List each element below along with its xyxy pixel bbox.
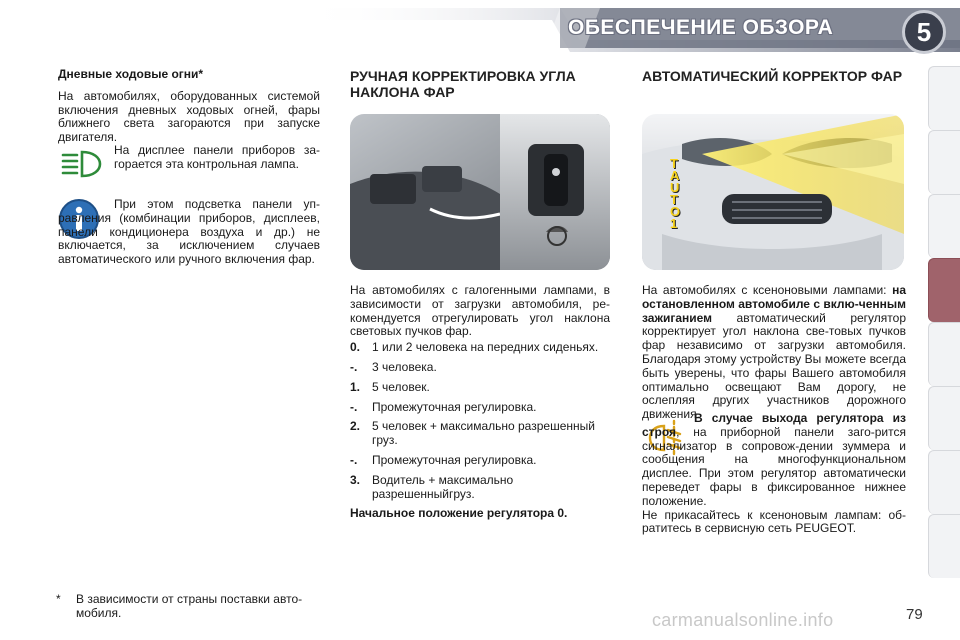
list-item — [350, 454, 610, 468]
car-photo-label: TAUTO 1 — [670, 156, 681, 231]
watermark: carmanualsonline.info — [652, 610, 834, 630]
list-item — [350, 401, 610, 415]
list-item-number: 1. — [350, 379, 361, 394]
list-item-number: -. — [350, 452, 358, 467]
footnote — [56, 593, 326, 621]
auto-intro-text — [642, 284, 906, 422]
right-column — [642, 284, 906, 422]
chapter-tabs — [928, 66, 960, 576]
fault-note-bold: В случае выхода регулятора из строя — [642, 411, 906, 439]
load-positions-list — [350, 341, 610, 501]
fault-note-text — [642, 412, 906, 509]
chapter-tab[interactable] — [928, 66, 960, 130]
section-heading-auto: АВТОМАТИЧЕСКИЙ КОРРЕКТОР ФАР — [642, 68, 903, 84]
manual-intro-text: На автомобилях с галогенными лампами, в зависимости от загрузки автомобиля, ре-комендуется отрегулировать угол наклона световых пучков фар. — [350, 283, 610, 339]
middle-column — [350, 284, 610, 521]
list-item-number: -. — [350, 399, 358, 414]
page-header — [0, 0, 960, 60]
chapter-tab[interactable] — [928, 450, 960, 514]
chapter-number-badge: 5 — [902, 10, 946, 54]
section-heading-manual: РУЧНАЯ КОРРЕКТИРОВКА УГЛА НАКЛОНА ФАР — [350, 68, 576, 100]
list-item-text: Промежуточная регулировка. — [372, 399, 537, 414]
list-item-text: Промежуточная регулировка. — [372, 452, 537, 467]
xenon-note-text: Не прикасайтесь к ксеноновым лампам: об-ратитесь в сервисную сеть PEUGEOT. — [642, 507, 906, 536]
page-title: ОБЕСПЕЧЕНИЕ ОБЗОРА — [568, 16, 834, 39]
list-item — [350, 381, 610, 395]
fault-note-rest: , на приборной панели заго-рится сигнализатор в сопровож-дении зуммера и сообщения на многофункциональном дисплее. При этом регулятор автоматически переведет фары в фиксированное нижнее положение. — [642, 424, 906, 508]
initial-position-note: Начальное положение регулятора 0. — [350, 506, 568, 521]
chapter-tab[interactable] — [928, 322, 960, 386]
left-column — [58, 68, 320, 145]
chapter-tab[interactable] — [928, 386, 960, 450]
list-item-number: 3. — [350, 472, 361, 487]
list-item-text: 5 человек + максимально разрешенный груз. — [372, 419, 595, 448]
info-note — [58, 198, 320, 267]
chapter-tab[interactable] — [928, 514, 960, 578]
list-item-text: 3 человека. — [372, 359, 437, 374]
headlamp-indicator-icon — [60, 148, 104, 182]
list-item-number: -. — [350, 359, 358, 374]
right-column-heading — [642, 68, 906, 84]
footnote-marker: * — [56, 592, 61, 606]
middle-column-heading — [350, 68, 610, 100]
lamp-note-text: На дисплее панели приборов за-горается эта контрольная лампа. — [114, 143, 320, 171]
chapter-tab[interactable] — [928, 130, 960, 194]
list-item — [350, 341, 610, 355]
car-headlamp-photo — [642, 114, 904, 270]
list-item-text: 1 или 2 человека на передних сиденьях. — [372, 340, 599, 355]
info-note-text: При этом подсветка панели уп-равления (комбинации приборов, дисплеев, панели кондиционера воздуха и др.) не включается, за исключением случаев автоматического или ручного включения фар. — [58, 197, 320, 267]
list-item-text: 5 человек. — [372, 379, 430, 394]
list-item — [350, 361, 610, 375]
list-item-text: Водитель + максимально разрешенныйгруз. — [372, 472, 514, 501]
auto-intro-lead: На автомобилях с ксеноновыми лампами: — [642, 283, 893, 297]
dashboard-switch-photo — [350, 114, 610, 270]
auto-intro-rest: автоматический регулятор корректирует угол наклона све-товых пучков фар независимо от загрузки автомобиля. Благодаря этому устройству Вы можете всегда быть уверены, что фары Вашего автомобиля оптимально освещают Вам дорогу, не ослепляя других участников дорожного движения. — [642, 310, 906, 422]
lamp-note — [114, 144, 320, 172]
footnote-text: В зависимости от страны поставки авто-мобиля. — [76, 592, 303, 620]
list-item-number: 2. — [350, 419, 361, 434]
chapter-tab-active[interactable] — [928, 258, 960, 322]
chapter-tab[interactable] — [928, 194, 960, 258]
section-heading-drl: Дневные ходовые огни* — [58, 67, 204, 81]
list-item-number: 0. — [350, 340, 361, 355]
page-number: 79 — [906, 606, 923, 623]
fault-note — [642, 412, 906, 536]
list-item — [350, 420, 610, 448]
auto-intro-bold: на остановленном автомобиле с вклю-ченным зажиганием — [642, 283, 906, 325]
drl-intro-text: На автомобилях, оборудованных системой включения дневных ходовых огней, фары ближнего света загораются при запуске двигателя. — [58, 88, 320, 145]
list-item — [350, 474, 610, 502]
